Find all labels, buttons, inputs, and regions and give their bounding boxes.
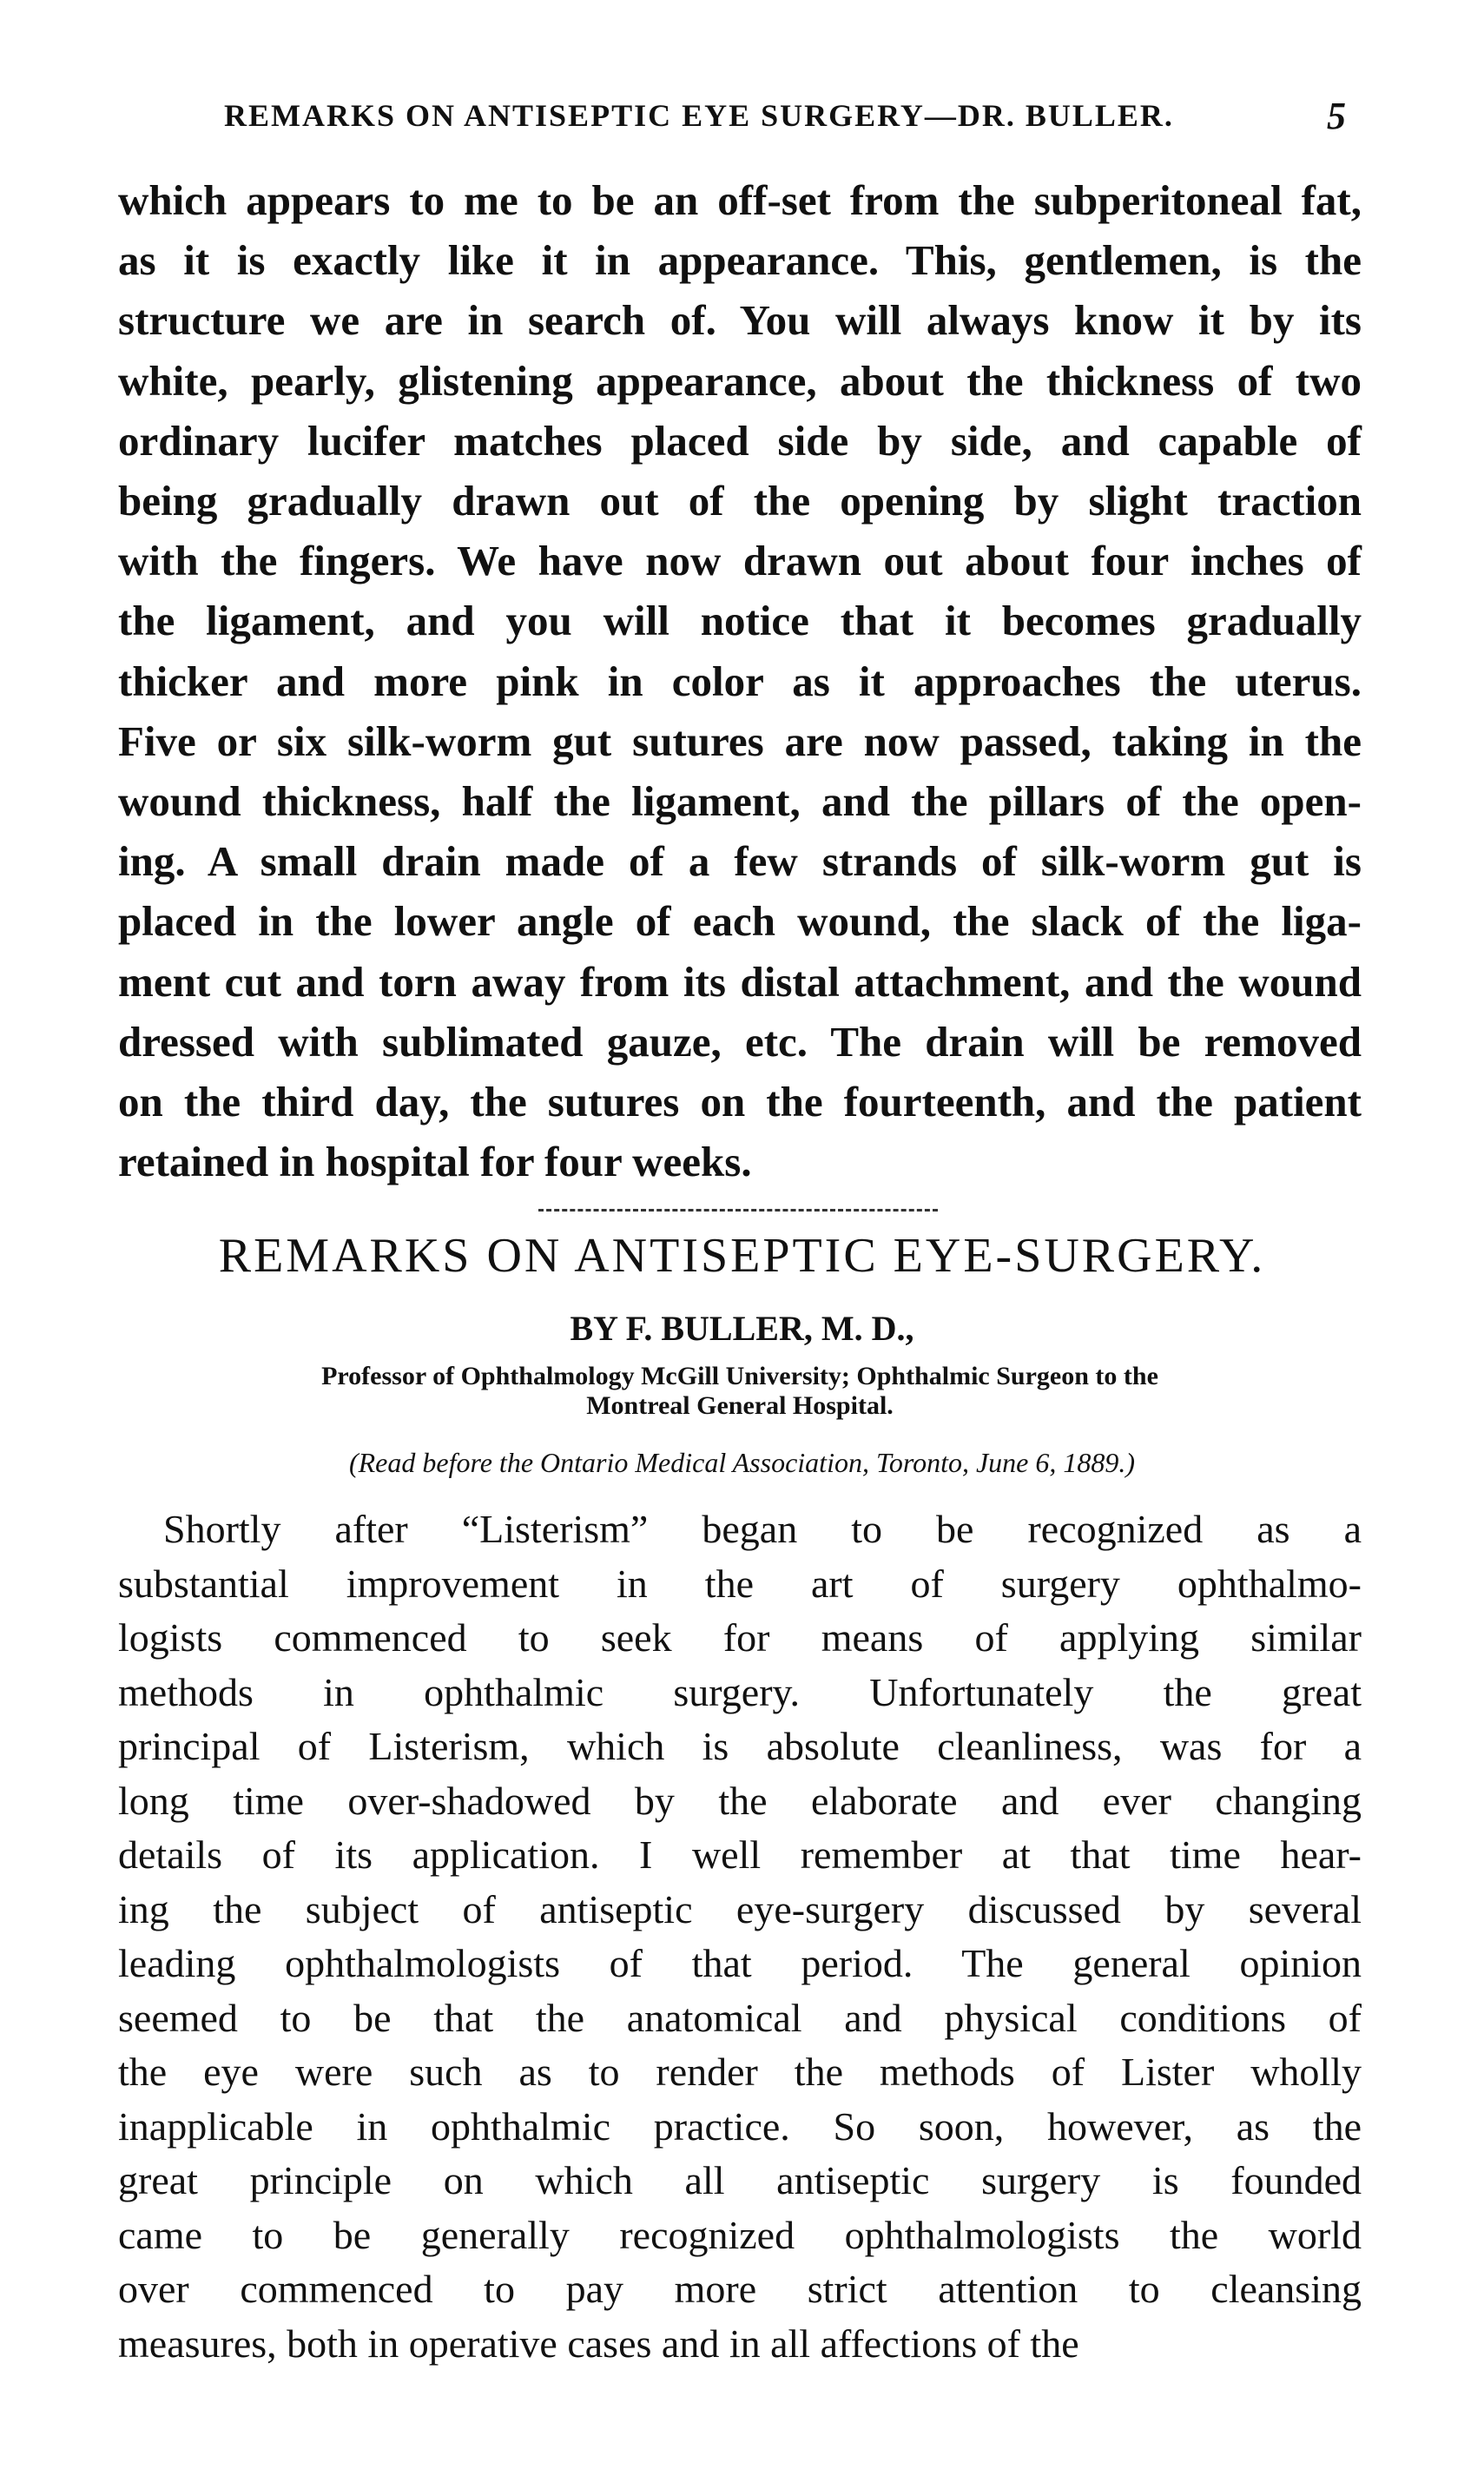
author-byline: BY F. BULLER, M. D., — [570, 1309, 914, 1348]
section-divider — [538, 1209, 938, 1211]
text-line: which appears to me to be an off-set from the subperitoneal fat, — [118, 176, 1362, 224]
text-line: principal of Listerism, which is absolute cleanliness, was for a — [118, 1724, 1362, 1768]
text-line: came to be generally recognized ophthalmologists the world — [118, 2212, 1362, 2257]
text-line: on the third day, the sutures on the fourteenth, and the patient — [118, 1078, 1362, 1126]
text-line: the ligament, and you will notice that it becomes gradually — [118, 597, 1362, 645]
read-note: (Read before the Ontario Medical Association, Toronto, June 6, 1889.) — [348, 1447, 1136, 1478]
text-line: as it is exactly like it in appearance. This, gentlemen, is the — [118, 236, 1362, 285]
text-line: measures, both in operative cases and in all affections of the — [118, 2321, 1079, 2366]
text-line: great principle on which all antiseptic surgery is founded — [118, 2158, 1362, 2202]
text-line: logists commenced to seek for means of applying similar — [118, 1615, 1362, 1660]
text-line: seemed to be that the anatomical and physical conditions of — [118, 1995, 1362, 2040]
text-line: details of its application. I well remember at that time hear- — [118, 1832, 1362, 1877]
article-title: REMARKS ON ANTISEPTIC EYE-SURGERY. — [218, 1229, 1266, 1283]
page-number: 5 — [1327, 95, 1346, 137]
text-line: being gradually drawn out of the opening by slight traction — [118, 477, 1362, 525]
text-line: placed in the lower angle of each wound, the slack of the liga- — [118, 897, 1362, 946]
continued-text — [118, 170, 1362, 1192]
text-line: leading ophthalmologists of that period. The general opinion — [118, 1941, 1362, 1985]
article-body — [118, 1502, 1362, 2371]
text-line: structure we are in search of. You will always know it by its — [118, 296, 1362, 345]
text-line: Professor of Ophthalmology McGill University; Ophthalmic Surgeon to the — [321, 1362, 1158, 1390]
text-line: the eye were such as to render the methods of Lister wholly — [118, 2050, 1362, 2094]
text-line: Montreal General Hospital. — [586, 1391, 894, 1420]
text-line: long time over-shadowed by the elaborate and ever changing — [118, 1778, 1362, 1823]
text-line: Shortly after “Listerism” began to be recognized as a — [163, 1507, 1362, 1551]
text-line: ing the subject of antiseptic eye-surgery discussed by several — [118, 1886, 1362, 1931]
text-line: ment cut and torn away from its distal attachment, and the wound — [118, 957, 1362, 1006]
text-line: with the fingers. We have now drawn out about four inches of — [118, 537, 1362, 585]
text-line: dressed with sublimated gauze, etc. The drain will be removed — [118, 1017, 1362, 1066]
text-line: ing. A small drain made of a few strands of silk-worm gut is — [118, 837, 1362, 886]
text-line: ordinary lucifer matches placed side by side, and capable of — [118, 416, 1362, 465]
text-line: white, pearly, glistening appearance, about the thickness of two — [118, 356, 1362, 405]
author-affiliation — [118, 1362, 1362, 1421]
text-line: inapplicable in ophthalmic practice. So soon, however, as the — [118, 2103, 1362, 2149]
text-line: Five or six silk-worm gut sutures are now passed, taking in the — [118, 716, 1362, 765]
text-line: methods in ophthalmic surgery. Unfortunately the great — [118, 1669, 1362, 1714]
text-line: over commenced to pay more strict attention to cleansing — [118, 2267, 1362, 2311]
text-line: substantial improvement in the art of surgery ophthalmo- — [118, 1561, 1362, 1606]
text-line: retained in hospital for four weeks. — [118, 1138, 752, 1186]
running-head: REMARKS ON ANTISEPTIC EYE SURGERY—DR. BULLER. — [224, 98, 1174, 133]
text-line: thicker and more pink in color as it approaches the uterus. — [118, 657, 1362, 705]
text-line: wound thickness, half the ligament, and the pillars of the open- — [118, 777, 1362, 826]
